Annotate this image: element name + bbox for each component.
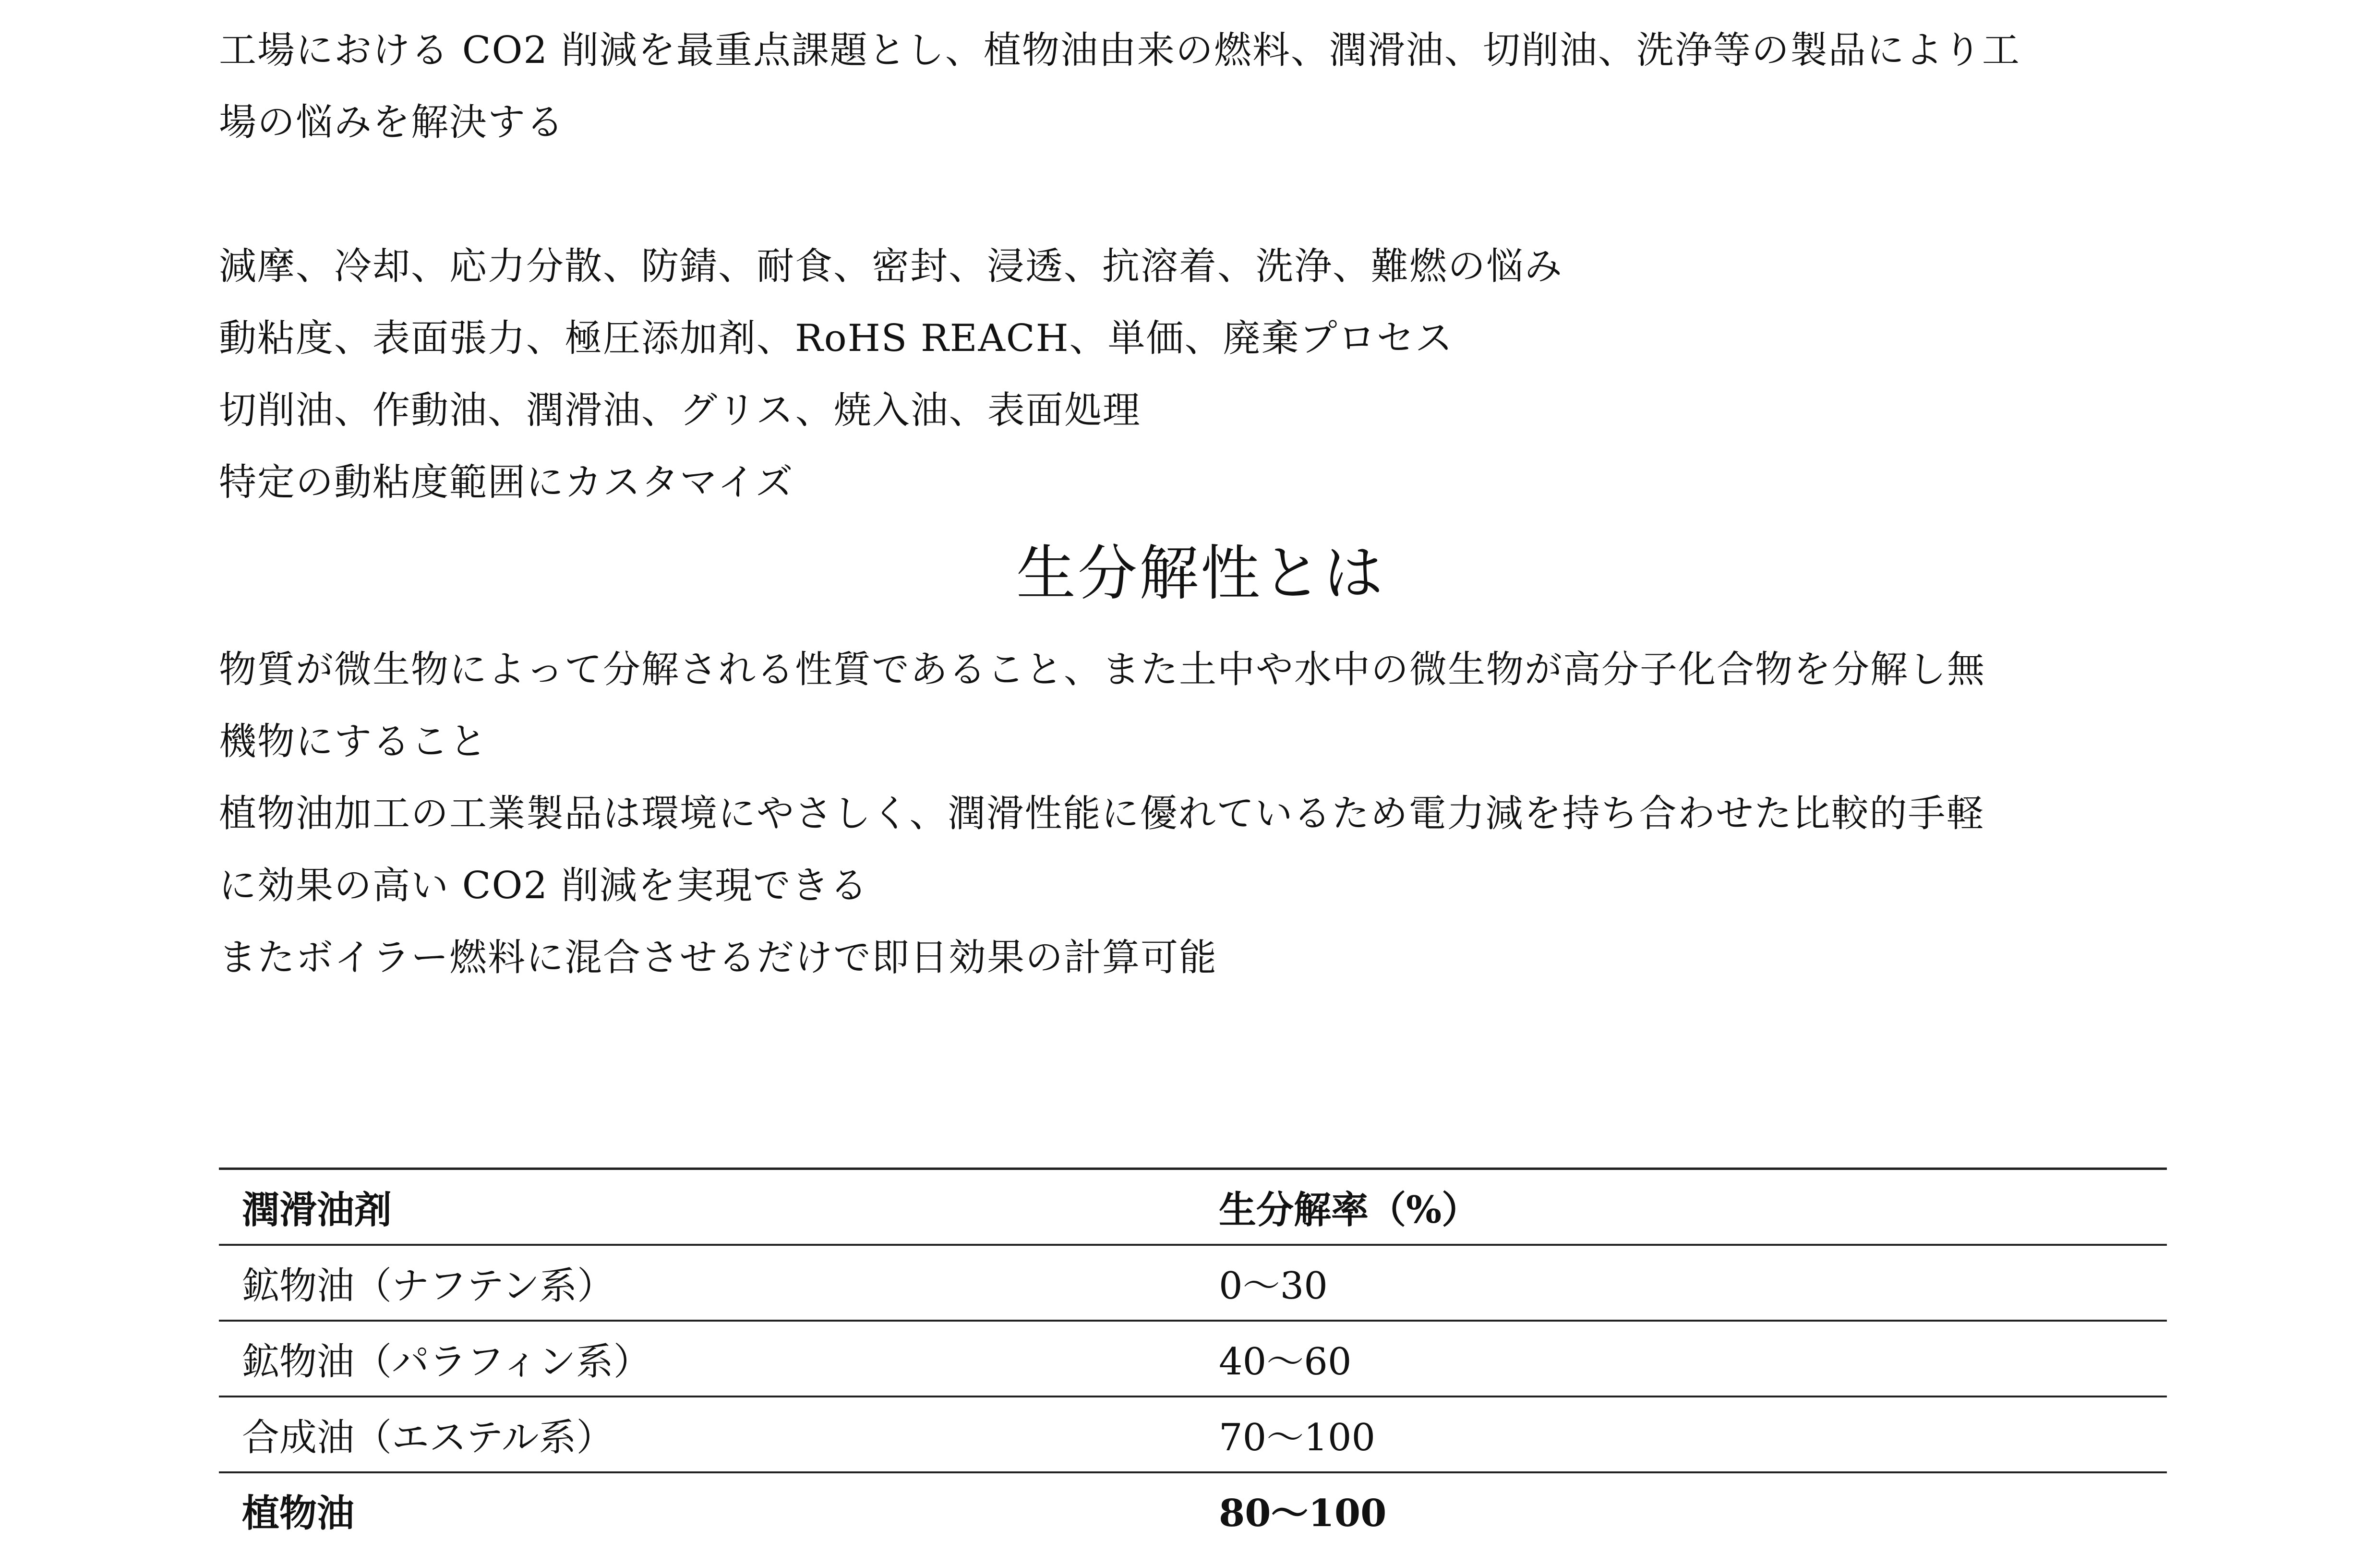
issues-line: 減摩、冷却、応力分散、防錆、耐食、密封、浸透、抗溶着、洗浄、難燃の悩み <box>219 245 1563 288</box>
section-line: 物質が微生物によって分解される性質であること、また土中や水中の微生物が高分子化合物を分解し無 <box>219 648 1986 691</box>
cell-rate: 0～30 <box>1200 1245 2167 1321</box>
issues-line: 動粘度、表面張力、極圧添加剤、RoHS REACH、単価、廃棄プロセス <box>219 317 1454 360</box>
issues-list <box>219 230 2182 518</box>
section-line: に効果の高い CO2 削減を実現できる <box>219 864 868 907</box>
cell-rate: 80～100 <box>1219 1492 1387 1535</box>
section-line: 機物にすること <box>219 720 488 763</box>
biodegradability-table <box>219 1168 2167 1547</box>
cell-rate: 70～100 <box>1200 1396 2167 1472</box>
section-paragraph <box>219 634 2182 994</box>
spacer <box>219 158 2182 230</box>
section-line: またボイラー燃料に混合させるだけで即日効果の計算可能 <box>219 936 1218 979</box>
cell-lubricant: 植物油 <box>242 1492 355 1535</box>
issues-line: 特定の動粘度範囲にカスタマイズ <box>219 461 794 504</box>
cell-lubricant: 合成油（エステル系） <box>219 1396 1200 1472</box>
document-body <box>219 14 2182 994</box>
section-title: 生分解性とは <box>1016 539 1385 608</box>
table-row <box>219 1472 2167 1547</box>
table-row <box>219 1396 2167 1472</box>
intro-paragraph <box>219 14 2182 158</box>
cell-lubricant: 鉱物油（ナフテン系） <box>219 1245 1200 1321</box>
intro-line: 場の悩みを解決する <box>219 101 565 144</box>
issues-line: 切削油、作動油、潤滑油、グリス、焼入油、表面処理 <box>219 389 1141 432</box>
table-row <box>219 1321 2167 1396</box>
header-lubricant: 潤滑油剤 <box>219 1169 1200 1245</box>
section-line: 植物油加工の工業製品は環境にやさしく、潤滑性能に優れているため電力減を持ち合わせた比較的手軽 <box>219 792 1985 835</box>
cell-lubricant: 鉱物油（パラフィン系） <box>219 1321 1200 1396</box>
intro-line: 工場における CO2 削減を最重点課題とし、植物油由来の燃料、潤滑油、切削油、洗浄等の製品により工 <box>219 29 2020 72</box>
header-biodegradation-rate: 生分解率（%） <box>1200 1169 2167 1245</box>
biodegradability-table-container <box>219 1168 2167 1547</box>
table-row <box>219 1245 2167 1321</box>
cell-rate: 40～60 <box>1200 1321 2167 1396</box>
table-header-row <box>219 1169 2167 1245</box>
